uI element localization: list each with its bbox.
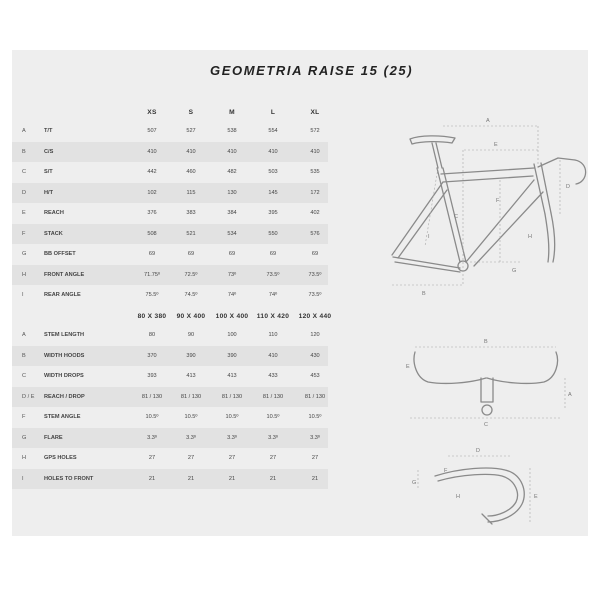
frame-label-c: C bbox=[454, 214, 458, 220]
value-cell: 3.3º bbox=[310, 434, 320, 441]
value-cell: 554 bbox=[268, 128, 278, 134]
row-name: STEM ANGLE bbox=[44, 414, 81, 420]
row-letter: H bbox=[22, 271, 27, 278]
value-cell: 10.5º bbox=[225, 414, 239, 420]
row-name: C/S bbox=[44, 148, 54, 155]
row-name: WIDTH DROPS bbox=[44, 373, 84, 379]
value-cell: 453 bbox=[310, 373, 320, 379]
value-cell: 90 bbox=[187, 332, 195, 338]
bar-label-a: A bbox=[568, 392, 572, 398]
value-cell: 81 / 130 bbox=[141, 393, 163, 400]
row-letter: E bbox=[22, 210, 26, 216]
handlebar-side-labels bbox=[412, 448, 538, 500]
row-name: BB OFFSET bbox=[44, 251, 76, 257]
value-cell: 80 bbox=[148, 332, 156, 338]
row-name: STEM LENGTH bbox=[44, 332, 85, 338]
value-cell: 69 bbox=[187, 251, 195, 257]
value-cell: 10.5º bbox=[184, 414, 198, 420]
value-cell: 102 bbox=[147, 189, 157, 196]
frame-label-f: F bbox=[496, 198, 500, 204]
value-cell: 75.5º bbox=[145, 292, 159, 298]
value-cell: 410 bbox=[186, 148, 196, 155]
value-cell: 21 bbox=[269, 475, 277, 482]
value-cell: 100 bbox=[227, 332, 237, 338]
value-cell: 3.3º bbox=[186, 434, 196, 441]
value-cell: 21 bbox=[228, 475, 236, 482]
value-cell: 69 bbox=[148, 251, 156, 257]
value-cell: 3.3º bbox=[227, 434, 237, 441]
value-cell: 115 bbox=[186, 189, 196, 196]
value-cell: 410 bbox=[268, 352, 278, 359]
row-name: STACK bbox=[44, 230, 63, 237]
value-cell: 376 bbox=[147, 210, 157, 216]
row-name: FLARE bbox=[44, 434, 63, 441]
value-cell: 3.3º bbox=[147, 434, 157, 441]
value-cell: 10.5º bbox=[266, 414, 280, 420]
row-letter: D / E bbox=[22, 393, 35, 400]
value-cell: 27 bbox=[228, 455, 236, 461]
row-letter: D bbox=[22, 189, 27, 196]
value-cell: 74º bbox=[227, 292, 237, 298]
row-name: H/T bbox=[44, 189, 54, 196]
value-cell: 433 bbox=[268, 373, 278, 379]
side-label-e: E bbox=[534, 494, 538, 500]
row-letter: B bbox=[22, 148, 26, 155]
value-cell: 3.3º bbox=[268, 434, 278, 441]
side-label-f: F bbox=[444, 468, 448, 474]
bar-label-c: C bbox=[484, 422, 488, 428]
row-name: FRONT ANGLE bbox=[44, 271, 85, 278]
value-cell: 120 bbox=[310, 332, 320, 338]
value-cell: 413 bbox=[227, 373, 237, 379]
cockpit-size-header: 100 X 400 bbox=[215, 313, 249, 320]
row-letter: I bbox=[22, 475, 24, 482]
value-cell: 460 bbox=[186, 169, 196, 175]
value-cell: 521 bbox=[186, 230, 196, 237]
row-name: REACH / DROP bbox=[44, 393, 85, 400]
value-cell: 130 bbox=[227, 189, 237, 196]
value-cell: 393 bbox=[147, 373, 157, 379]
cockpit-size-header: 110 X 420 bbox=[256, 313, 290, 320]
value-cell: 81 / 130 bbox=[180, 393, 202, 400]
value-cell: 503 bbox=[268, 169, 278, 175]
value-cell: 27 bbox=[269, 455, 277, 461]
cockpit-size-header: 90 X 400 bbox=[176, 313, 206, 320]
value-cell: 73.5º bbox=[266, 271, 280, 278]
value-cell: 73º bbox=[227, 271, 237, 278]
row-letter: G bbox=[22, 434, 27, 441]
value-cell: 550 bbox=[268, 230, 278, 237]
row-letter: G bbox=[22, 251, 27, 257]
value-cell: 81 / 130 bbox=[262, 393, 284, 400]
value-cell: 71.75º bbox=[143, 271, 161, 278]
value-cell: 390 bbox=[227, 352, 237, 359]
page-title: GEOMETRIA RAISE 15 (25) bbox=[210, 63, 414, 78]
value-cell: 145 bbox=[268, 189, 278, 196]
size-header: M bbox=[229, 109, 235, 116]
value-cell: 74.5º bbox=[184, 292, 198, 298]
value-cell: 535 bbox=[310, 169, 320, 175]
value-cell: 538 bbox=[227, 128, 237, 134]
value-cell: 384 bbox=[227, 210, 237, 216]
value-cell: 383 bbox=[186, 210, 196, 216]
size-header: XS bbox=[147, 109, 157, 116]
size-header: S bbox=[188, 109, 194, 116]
frame-label-h: H bbox=[528, 234, 532, 240]
row-letter: I bbox=[22, 292, 24, 298]
handlebar-side-outline bbox=[435, 468, 524, 524]
value-cell: 390 bbox=[186, 352, 196, 359]
side-label-g: G bbox=[412, 480, 417, 486]
value-cell: 507 bbox=[147, 128, 157, 134]
frame-label-e: E bbox=[494, 142, 498, 148]
value-cell: 442 bbox=[147, 169, 157, 175]
bar-side-curve bbox=[435, 468, 524, 522]
value-cell: 69 bbox=[228, 251, 236, 257]
row-letter: A bbox=[22, 128, 26, 134]
value-cell: 27 bbox=[311, 455, 319, 461]
value-cell: 370 bbox=[147, 352, 157, 359]
row-letter: F bbox=[22, 414, 26, 420]
row-name: WIDTH HOODS bbox=[44, 352, 85, 359]
row-letter: F bbox=[22, 230, 26, 237]
value-cell: 81 / 130 bbox=[304, 393, 326, 400]
value-cell: 410 bbox=[310, 148, 320, 155]
cockpit-size-header: 80 X 380 bbox=[137, 313, 167, 320]
value-cell: 410 bbox=[147, 148, 157, 155]
row-letter: C bbox=[22, 169, 27, 175]
row-letter: A bbox=[22, 332, 26, 338]
row-name: GPS HOLES bbox=[44, 455, 77, 461]
bar-side-inner bbox=[438, 474, 517, 516]
value-cell: 10.5º bbox=[145, 414, 159, 420]
value-cell: 482 bbox=[227, 169, 237, 175]
row-letter: C bbox=[22, 373, 27, 379]
row-letter: H bbox=[22, 455, 27, 461]
value-cell: 81 / 130 bbox=[221, 393, 243, 400]
value-cell: 73.5º bbox=[308, 271, 322, 278]
value-cell: 413 bbox=[186, 373, 196, 379]
cockpit-size-header: 120 X 440 bbox=[298, 313, 332, 320]
value-cell: 395 bbox=[268, 210, 278, 216]
frame-label-a: A bbox=[486, 118, 490, 124]
value-cell: 21 bbox=[187, 475, 195, 482]
frame-label-g: G bbox=[512, 268, 517, 274]
value-cell: 527 bbox=[186, 128, 196, 134]
row-letter: B bbox=[22, 352, 26, 359]
value-cell: 410 bbox=[227, 148, 237, 155]
frame-label-i: I bbox=[428, 234, 430, 240]
side-label-h: H bbox=[456, 494, 460, 500]
size-header: L bbox=[270, 109, 276, 116]
value-cell: 410 bbox=[268, 148, 278, 155]
row-name: T/T bbox=[44, 128, 53, 134]
value-cell: 576 bbox=[310, 230, 320, 237]
value-cell: 110 bbox=[268, 332, 278, 338]
row-name: REACH bbox=[44, 210, 64, 216]
value-cell: 430 bbox=[310, 352, 320, 359]
value-cell: 172 bbox=[310, 189, 320, 196]
value-cell: 27 bbox=[148, 455, 156, 461]
value-cell: 10.5º bbox=[308, 414, 322, 420]
frame-label-b: B bbox=[422, 291, 426, 297]
value-cell: 74º bbox=[268, 292, 278, 298]
bar-label-e: E bbox=[406, 364, 410, 370]
value-cell: 402 bbox=[310, 210, 320, 216]
bar-label-b: B bbox=[484, 339, 488, 345]
value-cell: 572 bbox=[310, 128, 320, 134]
handlebar-side-dimension-lines bbox=[418, 456, 530, 522]
side-label-d: D bbox=[476, 448, 480, 454]
size-header: XL bbox=[310, 109, 320, 116]
value-cell: 534 bbox=[227, 230, 237, 237]
row-name: S/T bbox=[44, 169, 53, 175]
value-cell: 69 bbox=[311, 251, 319, 257]
value-cell: 21 bbox=[148, 475, 156, 482]
value-cell: 73.5º bbox=[308, 292, 322, 298]
value-cell: 508 bbox=[147, 230, 157, 237]
frame-label-d: D bbox=[566, 184, 570, 190]
value-cell: 27 bbox=[187, 455, 195, 461]
value-cell: 69 bbox=[269, 251, 277, 257]
value-cell: 72.5º bbox=[184, 271, 198, 278]
row-name: REAR ANGLE bbox=[44, 292, 81, 298]
row-name: HOLES TO FRONT bbox=[44, 475, 94, 482]
value-cell: 21 bbox=[311, 475, 319, 482]
